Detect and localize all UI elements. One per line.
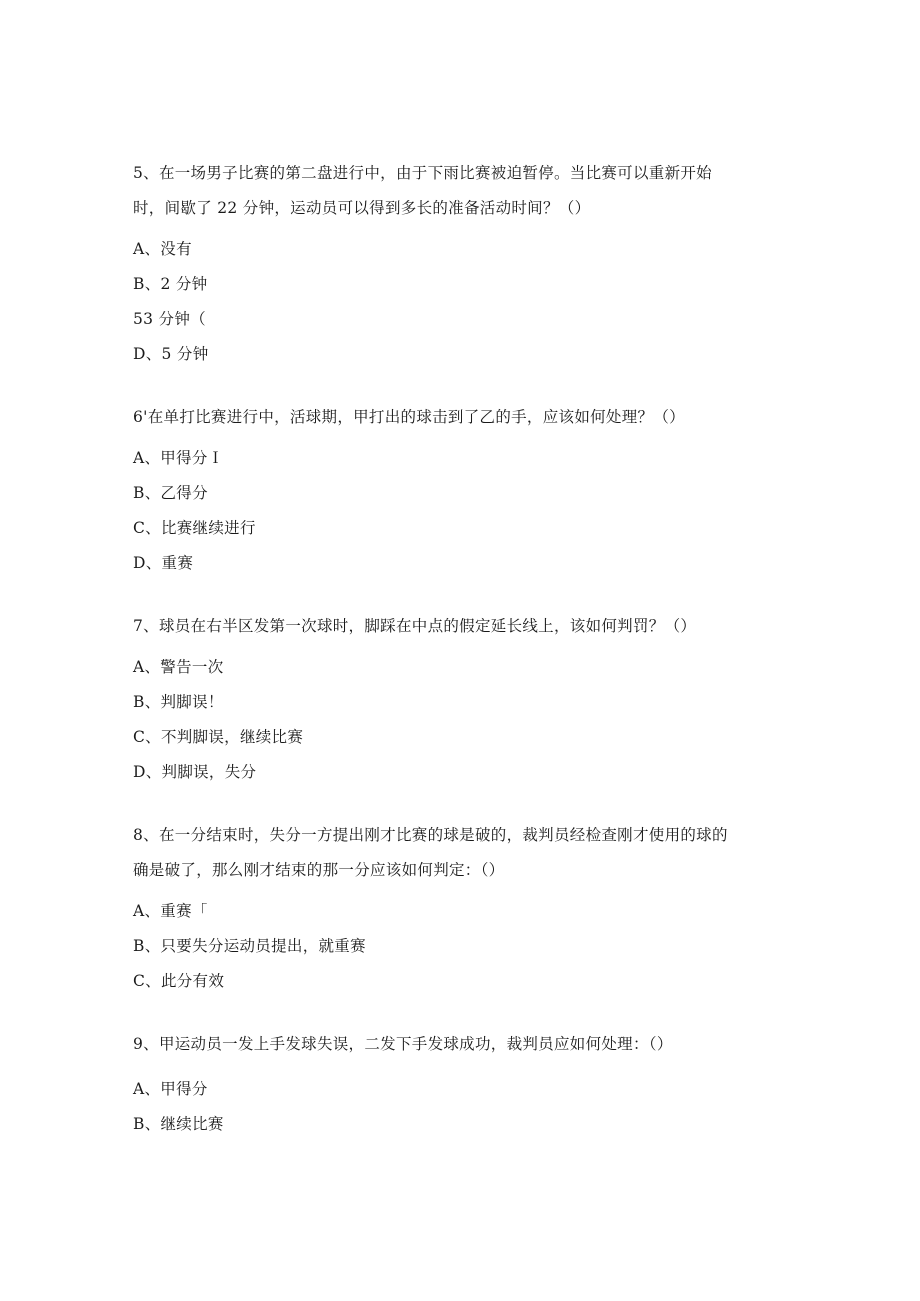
question-7-option-a: A、警告一次 (133, 658, 224, 676)
question-7-option-b: B、判脚误！ (133, 693, 224, 711)
question-9-option-b: B、继续比赛 (133, 1115, 224, 1133)
question-7-option-d: D、判脚误，失分 (133, 763, 257, 781)
question-6-option-c: C、比赛继续进行 (133, 519, 256, 537)
question-8-option-c: C、此分有效 (133, 972, 225, 990)
question-8-text-line-1: 8、在一分结束时，失分一方提出刚才比赛的球是破的，裁判员经检查刚才使用的球的 (133, 826, 728, 844)
question-5-option-c: 53 分钟（ (133, 310, 206, 328)
question-8-option-a: A、重赛「 (133, 902, 208, 920)
question-6-text-line-1: 6'在单打比赛进行中，活球期，甲打出的球击到了乙的手，应该如何处理？（） (133, 408, 685, 426)
question-5-text-line-1: 5、在一场男子比赛的第二盘进行中，由于下雨比赛被迫暂停。当比赛可以重新开始 (133, 164, 712, 182)
question-6-option-b: B、乙得分 (133, 484, 208, 502)
question-6-option-d: D、重赛 (133, 554, 194, 572)
question-5-text-line-2: 时，间歇了 22 分钟，运动员可以得到多长的准备活动时间？（） (133, 199, 591, 217)
question-8-option-b: B、只要失分运动员提出，就重赛 (133, 937, 366, 955)
question-9-option-a: A、甲得分 (133, 1080, 208, 1098)
question-9-text-line-1: 9、甲运动员一发上手发球失误，二发下手发球成功，裁判员应如何处理：（） (133, 1035, 673, 1053)
question-8-text-line-2: 确是破了，那么刚才结束的那一分应该如何判定：（） (133, 861, 505, 879)
question-5-option-d: D、5 分钟 (133, 345, 209, 363)
question-7-text-line-1: 7、球员在右半区发第一次球时，脚踩在中点的假定延长线上，该如何判罚？（） (133, 617, 697, 635)
question-6-option-a: A、甲得分Ｉ (133, 449, 224, 467)
question-5-option-a: A、没有 (133, 240, 192, 258)
question-5-option-b: B、2 分钟 (133, 275, 208, 293)
question-7-option-c: C、不判脚误，继续比赛 (133, 728, 304, 746)
